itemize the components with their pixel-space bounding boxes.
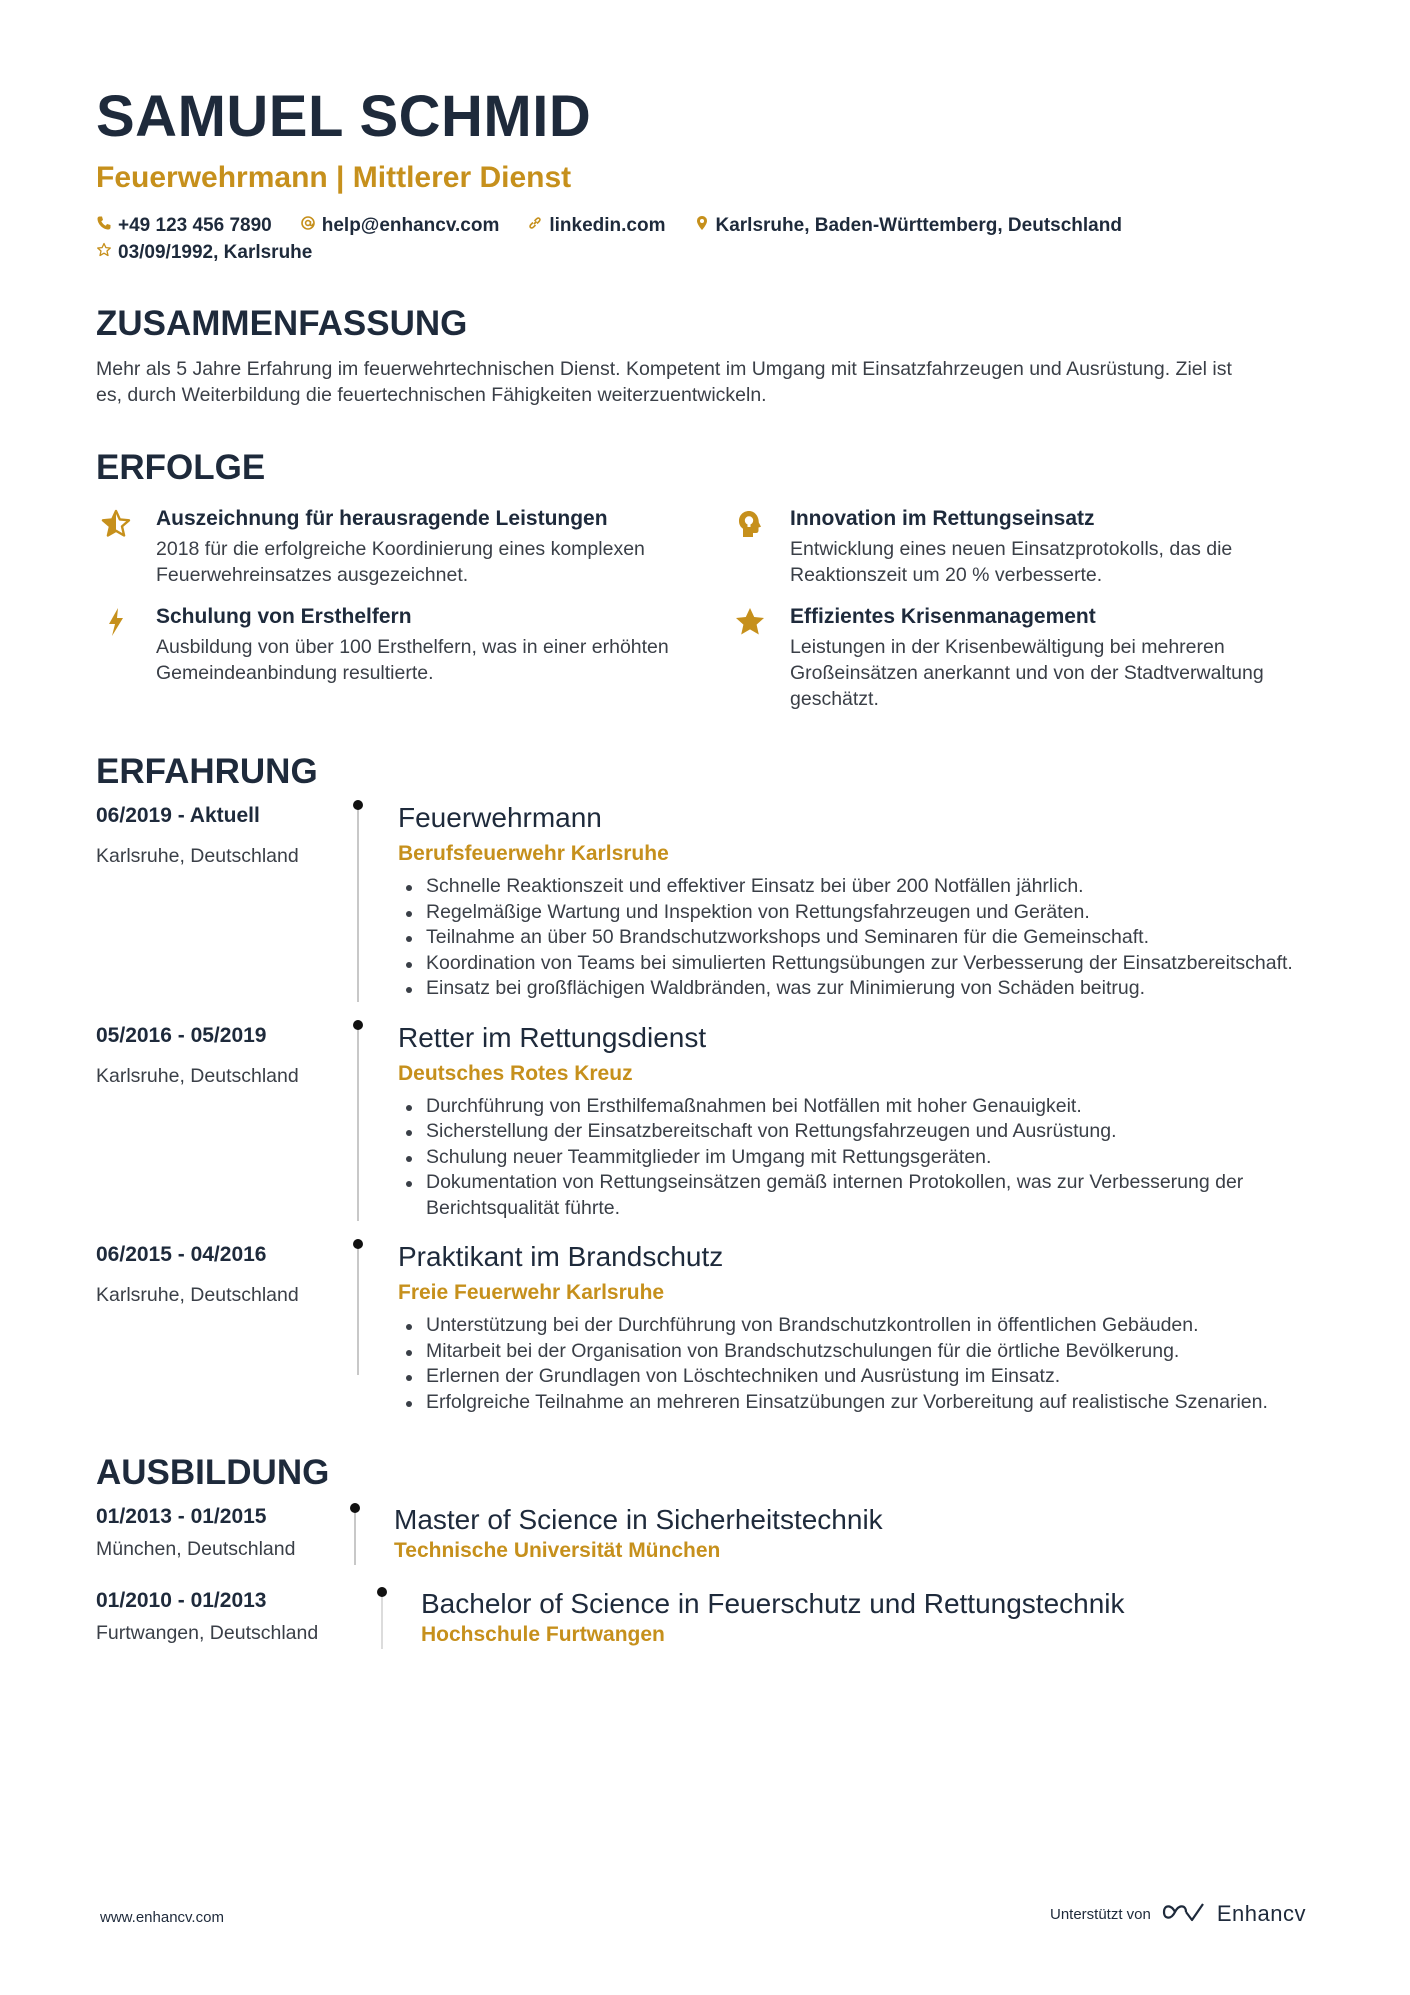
achievement-title: Auszeichnung für herausragende Leistungen bbox=[156, 507, 608, 530]
contact-birth bbox=[96, 239, 312, 266]
footer-website[interactable]: www.enhancv.com bbox=[100, 1909, 224, 1926]
experience-company: Freie Feuerwehr Karlsruhe bbox=[398, 1281, 665, 1304]
education-degree: Master of Science in Sicherheitstechnik bbox=[394, 1504, 883, 1535]
experience-bullets bbox=[398, 1094, 1326, 1222]
contact-phone[interactable] bbox=[96, 212, 272, 239]
experience-company: Berufsfeuerwehr Karlsruhe bbox=[398, 842, 669, 865]
timeline-dot bbox=[353, 1020, 363, 1030]
head-idea-icon bbox=[730, 504, 770, 588]
candidate-name: SAMUEL SCHMID bbox=[96, 84, 592, 149]
achievement-title: Innovation im Rettungseinsatz bbox=[790, 507, 1095, 530]
star-half-icon bbox=[96, 504, 136, 588]
timeline-dot bbox=[353, 800, 363, 810]
education-location: Furtwangen, Deutschland bbox=[96, 1622, 319, 1644]
achievement-desc: Entwicklung eines neuen Einsatzprotokolls, das die Reaktionszeit um 20 % verbesserte. bbox=[790, 538, 1233, 586]
bullet-item: Teilnahme an über 50 Brandschutzworkshops und Seminaren für die Gemeinschaft. bbox=[398, 925, 1326, 951]
education-location: München, Deutschland bbox=[96, 1538, 296, 1560]
bullet-item: Mitarbeit bei der Organisation von Brandschutzschulungen für die örtliche Bevölkerung. bbox=[398, 1339, 1326, 1365]
lightning-icon bbox=[96, 602, 136, 712]
experience-location: Karlsruhe, Deutschland bbox=[96, 1064, 299, 1087]
bullet-item: Erlernen der Grundlagen von Löschtechniken und Ausrüstung im Einsatz. bbox=[398, 1364, 1326, 1390]
experience-date: 05/2016 - 05/2019 bbox=[96, 1023, 267, 1047]
location-pin-icon bbox=[694, 212, 710, 239]
achievement-item bbox=[730, 504, 1310, 588]
experience-item bbox=[96, 1020, 1326, 1222]
location-text: Karlsruhe, Baden-Württemberg, Deutschland bbox=[715, 215, 1122, 236]
experience-role: Retter im Rettungsdienst bbox=[398, 1021, 707, 1053]
education-section bbox=[96, 1451, 1326, 1649]
phone-text: +49 123 456 7890 bbox=[118, 215, 272, 236]
bullet-item: Dokumentation von Rettungseinsätzen gemäß internen Protokollen, was zur Verbesserung der Berichtsqualität führte. bbox=[398, 1170, 1326, 1221]
experience-section bbox=[96, 750, 1326, 1415]
experience-role: Praktikant im Brandschutz bbox=[398, 1241, 724, 1272]
at-icon bbox=[300, 212, 316, 239]
birth-text: 03/09/1992, Karlsruhe bbox=[118, 242, 313, 263]
star-outline-icon bbox=[96, 239, 112, 266]
timeline-dot bbox=[350, 1503, 360, 1513]
experience-item bbox=[96, 1239, 1326, 1415]
education-item bbox=[96, 1503, 1326, 1565]
powered-by-text: Unterstützt von bbox=[1049, 1905, 1151, 1923]
achievement-title: Schulung von Ersthelfern bbox=[156, 605, 412, 628]
bullet-item: Schnelle Reaktionszeit und effektiver Einsatz bei über 200 Notfällen jährlich. bbox=[398, 874, 1326, 900]
experience-bullets bbox=[398, 874, 1326, 1002]
education-item bbox=[96, 1587, 1326, 1649]
bullet-item: Sicherstellung der Einsatzbereitschaft von Rettungsfahrzeugen und Ausrüstung. bbox=[398, 1119, 1326, 1145]
bullet-item: Erfolgreiche Teilnahme an mehreren Einsatzübungen zur Vorbereitung auf realistische Szenarien. bbox=[398, 1390, 1326, 1416]
contact-linkedin[interactable] bbox=[527, 212, 665, 239]
bullet-item: Koordination von Teams bei simulierten Rettungsübungen zur Verbesserung der Einsatzbereitschaft. bbox=[398, 951, 1326, 977]
summary-heading: ZUSAMMENFASSUNG bbox=[96, 304, 468, 343]
timeline-line bbox=[357, 1239, 359, 1375]
summary-section bbox=[96, 302, 1326, 408]
timeline-dot bbox=[353, 1239, 363, 1249]
education-date: 01/2010 - 01/2013 bbox=[96, 1589, 267, 1612]
brand-name: Enhancv bbox=[1216, 1901, 1306, 1926]
achievement-title: Effizientes Krisenmanagement bbox=[790, 605, 1096, 628]
summary-text: Mehr als 5 Jahre Erfahrung im feuerwehrtechnischen Dienst. Kompetent im Umgang mit Einsatzfahrzeugen und Ausrüstung. Ziel ist es, durch Weiterbildung die feuertechnischen Fähigkeiten weiterzuentwickeln. bbox=[96, 358, 1232, 406]
achievement-item bbox=[96, 504, 730, 588]
birth-info bbox=[96, 239, 1326, 266]
education-heading: AUSBILDUNG bbox=[96, 1453, 330, 1492]
bullet-item: Durchführung von Ersthilfemaßnahmen bei Notfällen mit hoher Genauigkeit. bbox=[398, 1094, 1326, 1120]
contact-email[interactable] bbox=[300, 212, 500, 239]
bullet-item: Unterstützung bei der Durchführung von Brandschutzkontrollen in öffentlichen Gebäuden. bbox=[398, 1313, 1326, 1339]
enhancv-logo-icon bbox=[1161, 1900, 1207, 1928]
bullet-item: Einsatz bei großflächigen Waldbränden, was zur Minimierung von Schäden beitrug. bbox=[398, 976, 1326, 1002]
timeline-line bbox=[381, 1587, 383, 1649]
bullet-item: Regelmäßige Wartung und Inspektion von Rettungsfahrzeugen und Geräten. bbox=[398, 900, 1326, 926]
link-icon bbox=[527, 212, 543, 239]
experience-date: 06/2015 - 04/2016 bbox=[96, 1243, 267, 1266]
contact-location bbox=[694, 212, 1122, 239]
phone-icon bbox=[96, 212, 112, 239]
experience-company: Deutsches Rotes Kreuz bbox=[398, 1061, 633, 1085]
achievement-item bbox=[96, 602, 730, 712]
experience-bullets bbox=[398, 1313, 1326, 1415]
achievements-section bbox=[96, 446, 1326, 712]
timeline-line bbox=[354, 1503, 356, 1565]
resume-page bbox=[96, 82, 1326, 1649]
achievement-desc: Leistungen in der Krisenbewältigung bei mehreren Großeinsätzen anerkannt und von der Stadtverwaltung geschätzt. bbox=[790, 636, 1264, 710]
footer-branding bbox=[1050, 1900, 1306, 1928]
experience-heading: ERFAHRUNG bbox=[96, 752, 318, 791]
star-icon bbox=[730, 602, 770, 712]
education-school: Technische Universität München bbox=[394, 1539, 721, 1562]
experience-role: Feuerwehrmann bbox=[398, 802, 602, 833]
timeline-line bbox=[357, 1020, 359, 1222]
experience-item bbox=[96, 800, 1326, 1002]
linkedin-text: linkedin.com bbox=[549, 215, 666, 236]
email-text: help@enhancv.com bbox=[321, 215, 500, 236]
experience-location: Karlsruhe, Deutschland bbox=[96, 1284, 299, 1306]
achievements-heading: ERFOLGE bbox=[96, 448, 266, 487]
candidate-title: Feuerwehrmann | Mittlerer Dienst bbox=[96, 161, 572, 194]
timeline-dot bbox=[377, 1587, 387, 1597]
education-date: 01/2013 - 01/2015 bbox=[96, 1505, 267, 1528]
achievements-grid bbox=[96, 504, 1326, 712]
bullet-item: Schulung neuer Teammitglieder im Umgang mit Rettungsgeräten. bbox=[398, 1145, 1326, 1171]
achievement-desc: Ausbildung von über 100 Ersthelfern, was in einer erhöhten Gemeindeanbindung resultierte. bbox=[156, 636, 669, 684]
experience-location: Karlsruhe, Deutschland bbox=[96, 845, 299, 867]
achievement-item bbox=[730, 602, 1310, 712]
education-school: Hochschule Furtwangen bbox=[421, 1623, 665, 1646]
experience-date: 06/2019 - Aktuell bbox=[96, 804, 260, 827]
achievement-desc: 2018 für die erfolgreiche Koordinierung eines komplexen Feuerwehreinsatzes ausgezeichnet. bbox=[156, 538, 645, 586]
resume-header bbox=[96, 82, 1326, 266]
education-degree: Bachelor of Science in Feuerschutz und Rettungstechnik bbox=[421, 1588, 1125, 1619]
contact-info bbox=[96, 212, 1326, 239]
timeline-line bbox=[357, 800, 359, 1002]
